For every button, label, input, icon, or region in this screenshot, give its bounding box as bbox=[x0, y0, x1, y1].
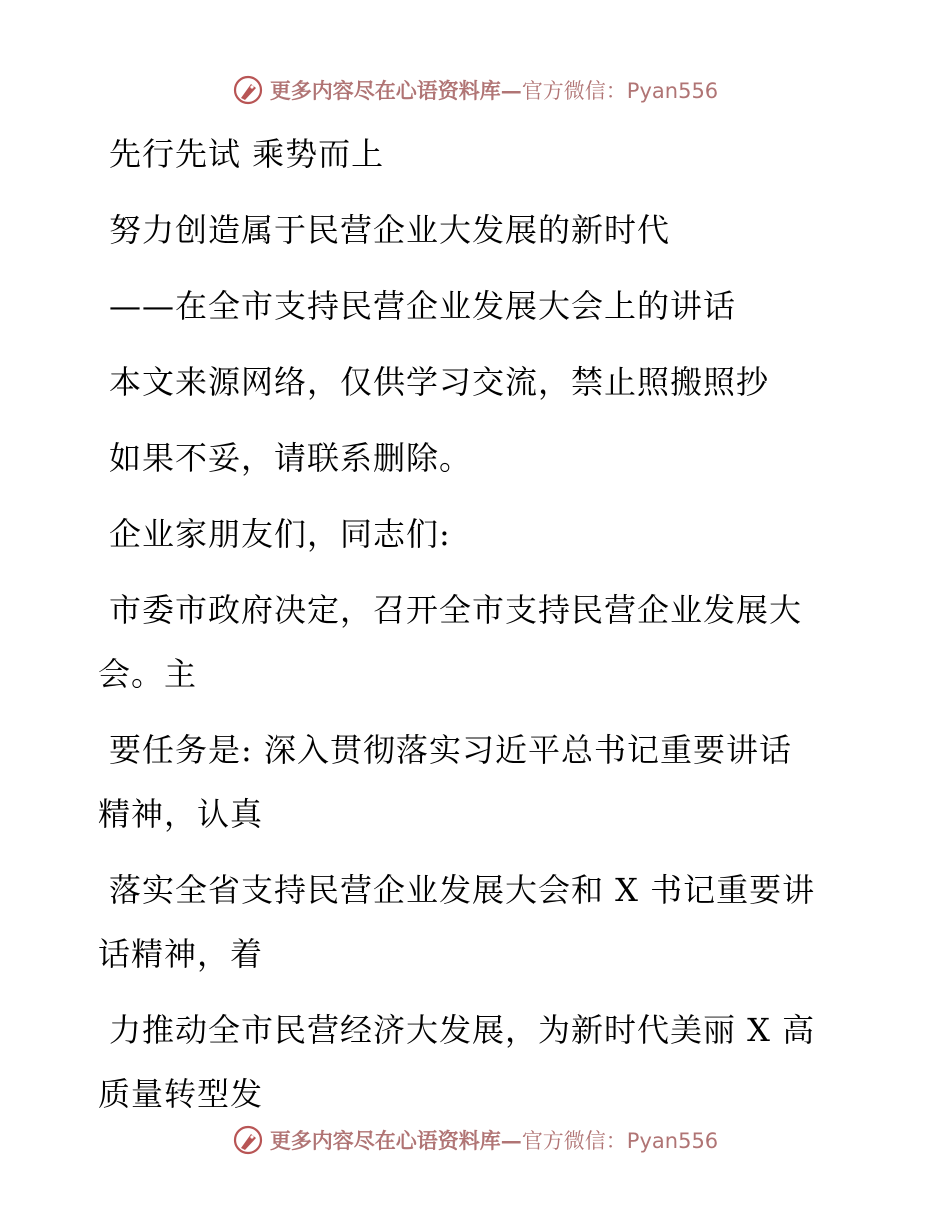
document-line: 要任务是: 深入贯彻落实习近平总书记重要讲话 bbox=[109, 731, 792, 769]
document-line: 力推动全市民营经济大发展，为新时代美丽 X 高 bbox=[109, 1011, 816, 1049]
document-line: 如果不妥，请联系删除。 bbox=[109, 439, 473, 477]
header-watermark-banner bbox=[0, 70, 950, 110]
document-line: 精神，认真 bbox=[98, 795, 264, 833]
banner-text: 更多内容尽在心语资料库— bbox=[269, 78, 522, 103]
document-line: ——在全市支持民营企业发展大会上的讲话 bbox=[109, 287, 737, 325]
document-line: 落实全省支持民营企业发展大会和 X 书记重要讲 bbox=[109, 871, 816, 909]
document-body bbox=[98, 122, 858, 1126]
document-line: 先行先试 乘势而上 bbox=[109, 135, 385, 173]
footer-watermark-banner bbox=[0, 1120, 950, 1160]
document-line: 会。主 bbox=[98, 655, 198, 693]
document-line: 市委市政府决定，召开全市支持民营企业发展大 bbox=[109, 591, 803, 629]
document-line: 企业家朋友们，同志们: bbox=[109, 515, 451, 553]
banner-wechat: 官方微信：Pyan556 bbox=[521, 1129, 719, 1153]
document-line: 本文来源网络，仅供学习交流，禁止照搬照抄 bbox=[109, 363, 770, 401]
pen-nib-logo-icon bbox=[232, 74, 264, 106]
banner-wechat: 官方微信：Pyan556 bbox=[521, 79, 719, 103]
document-line: 话精神，着 bbox=[98, 935, 264, 973]
document-line: 质量转型发 bbox=[98, 1075, 264, 1113]
document-line: 努力创造属于民营企业大发展的新时代 bbox=[109, 211, 671, 249]
pen-nib-logo-icon bbox=[232, 1124, 264, 1156]
banner-text: 更多内容尽在心语资料库— bbox=[269, 1128, 522, 1153]
